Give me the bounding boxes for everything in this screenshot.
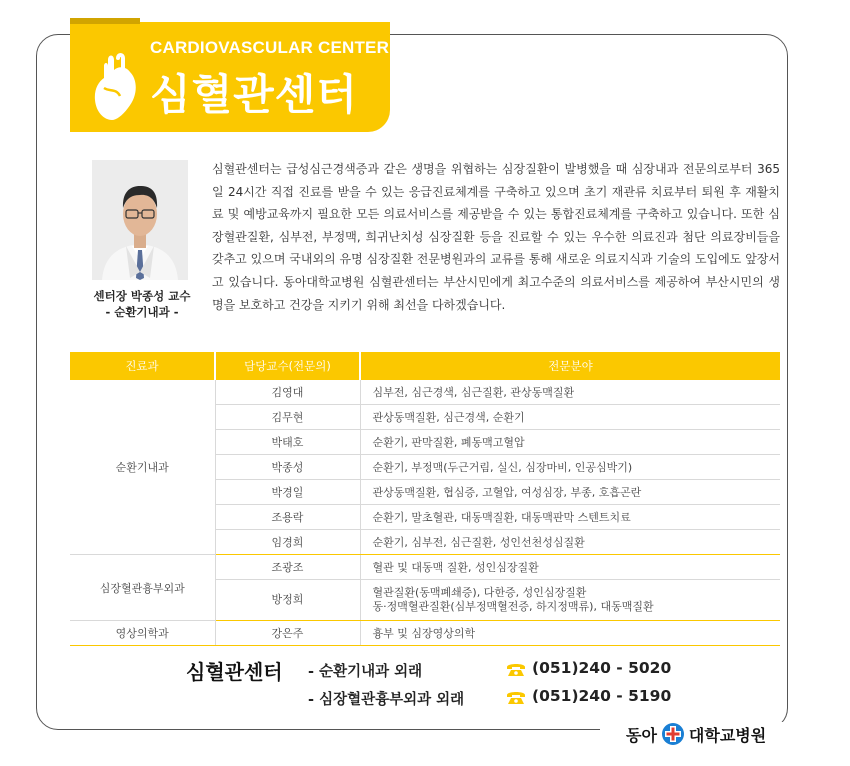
department-cell: 순환기내과 xyxy=(70,380,215,555)
field-cell xyxy=(360,580,780,621)
phone-number-thoracic: (051)240 - 5190 xyxy=(532,687,672,705)
field-cell: 심부전, 심근경색, 심근질환, 관상동맥질환 xyxy=(360,380,780,405)
intro-paragraph: 심혈관센터는 급성심근경색증과 같은 생명을 위협하는 심장질환이 발병했을 때 심장내과 전문의로부터 365일 24시간 직접 진료를 받을 수 있는 응급진료체계를 구축하고 있으며 초기 재관류 치료부터 퇴원 후 재활치료 및 예방교육까지 필요한 모든 의료서비스를 제공받을 수 있는 통합진료체계를 구축하고 있습니다. 또한 심장혈관질환, 심부전, 부정맥, 희귀난치성 심장질환 등을 진료할 수 있는 우수한 의료진과 첨단 의료장비들을 갖추고 있으며 국내외의 유명 심장질환 전문병원과의 교류를 통해 새로운 의료지식과 기술의 도입에도 앞장서고 있습니다. 동아대학교병원 심혈관센터는 부산시민에게 최고수준의 의료서비스를 제공하여 부산시민의 생명을 보호하고 건강을 지키기 위해 최선을 다하겠습니다. xyxy=(212,162,780,312)
phone-icon xyxy=(506,689,526,705)
table-row xyxy=(70,621,780,646)
clinic-label-cardiology: - 순환기내과 외래 xyxy=(308,664,423,680)
professor-cell: 강은주 xyxy=(215,621,360,646)
director-name: 센터장 박종성 교수 xyxy=(93,289,191,303)
field-cell: 순환기, 말초혈관, 대동맥질환, 대동맥판막 스텐트치료 xyxy=(360,505,780,530)
field-cell: 흉부 및 심장영상의학 xyxy=(360,621,780,646)
header-tab xyxy=(70,18,140,24)
professor-cell: 조광조 xyxy=(215,555,360,580)
logo-text-right: 대학교병원 xyxy=(688,725,767,745)
korean-title: 심혈관센터 xyxy=(150,70,358,119)
field-cell: 순환기, 부정맥(두근거림, 실신, 심장마비, 인공심박기) xyxy=(360,455,780,480)
field-line: 혈관질환(동맥폐쇄증), 다한증, 성인심장질환 xyxy=(372,586,587,599)
header-department: 진료과 xyxy=(70,352,215,380)
clinic-label-thoracic: - 심장혈관흉부외과 외래 xyxy=(308,692,465,708)
field-cell: 관상동맥질환, 협심증, 고혈압, 여성심장, 부종, 호흡곤란 xyxy=(360,480,780,505)
director-caption xyxy=(72,288,212,320)
header-professor: 담당교수(전문의) xyxy=(215,352,360,380)
heart-icon xyxy=(90,52,142,122)
field-cell: 관상동맥질환, 심근경색, 순환기 xyxy=(360,405,780,430)
field-cell: 순환기, 판막질환, 폐동맥고혈압 xyxy=(360,430,780,455)
header-field: 전문분야 xyxy=(360,352,780,380)
logo-text-left: 동아 xyxy=(626,725,657,745)
professor-cell: 조용락 xyxy=(215,505,360,530)
professor-cell: 방정희 xyxy=(215,580,360,621)
field-cell: 혈관 및 대동맥 질환, 성인심장질환 xyxy=(360,555,780,580)
professor-cell: 박종성 xyxy=(215,455,360,480)
department-cell: 심장혈관흉부외과 xyxy=(70,555,215,621)
director-photo xyxy=(92,160,188,280)
section-header xyxy=(70,22,390,132)
director-department: - 순환기내과 - xyxy=(105,305,179,319)
field-cell: 순환기, 심부전, 심근질환, 성인선천성심질환 xyxy=(360,530,780,555)
professor-cell: 김영대 xyxy=(215,380,360,405)
medical-cross-icon xyxy=(661,722,685,746)
phone-number-cardiology: (051)240 - 5020 xyxy=(532,659,672,677)
table-header-row xyxy=(70,352,780,380)
footer-title: 심혈관센터 xyxy=(186,660,283,684)
professor-cell: 박태호 xyxy=(215,430,360,455)
department-cell: 영상의학과 xyxy=(70,621,215,646)
hospital-logo xyxy=(626,722,766,746)
professor-cell: 박경일 xyxy=(215,480,360,505)
table-row xyxy=(70,380,780,405)
table-row xyxy=(70,555,780,580)
professor-cell: 김무현 xyxy=(215,405,360,430)
specialist-table xyxy=(70,352,780,646)
phone-icon xyxy=(506,661,526,677)
english-title: CARDIOVASCULAR CENTER xyxy=(150,38,390,57)
professor-cell: 임경희 xyxy=(215,530,360,555)
field-line: 동·정맥혈관질환(심부정맥혈전증, 하지정맥류), 대동맥질환 xyxy=(372,600,654,613)
